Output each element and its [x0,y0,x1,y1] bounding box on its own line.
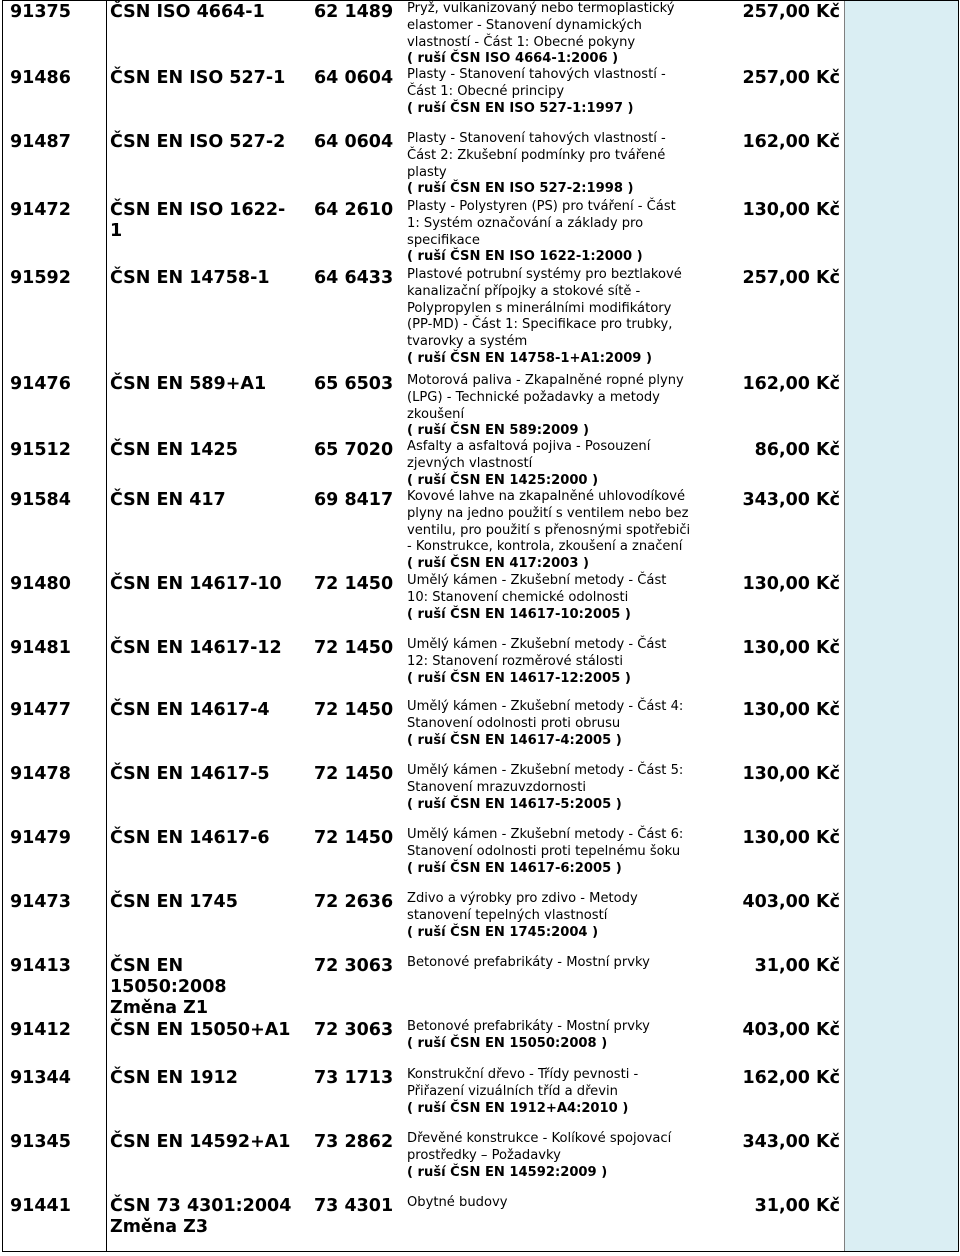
classification-code: 72 2636 [314,892,394,912]
standard-title [407,637,715,687]
classification-code: 72 1450 [314,700,394,720]
replaces-note: ( ruší ČSN EN 14617-10:2005 ) [407,606,631,622]
price: 403,00 Kč [742,892,840,912]
price: 343,00 Kč [742,1132,840,1152]
doc-number: 91584 [10,490,71,510]
replaces-note: ( ruší ČSN EN 14592:2009 ) [407,1164,608,1180]
standard-title [407,131,715,198]
doc-number: 91472 [10,200,71,220]
text-line: - Konstrukce, kontrola, zkoušení a značení [407,539,683,555]
text-line: Obytné budovy [407,1195,508,1210]
text-line: Část 2: Zkušební podmínky pro tvářené [407,147,666,163]
standard-title [407,439,715,489]
text-line: Plasty - Stanovení tahových vlastností - [407,131,666,146]
standard-title [407,891,715,941]
text-line: 15050:2008 [110,977,227,997]
doc-number: 91345 [10,1132,71,1152]
classification-code: 72 1450 [314,764,394,784]
classification-code: 65 7020 [314,440,394,460]
replaces-note: ( ruší ČSN EN 1425:2000 ) [407,472,599,488]
doc-number: 91512 [10,440,71,460]
standard-title [407,267,715,368]
text-line: 10: Stanovení chemické odolnosti [407,589,629,605]
text-line: Stanovení odolnosti proti tepelnému šoku [407,843,681,859]
table-border-right [958,0,959,1252]
text-line: ČSN 73 4301:2004 [110,1196,292,1216]
standard-title [407,1195,715,1212]
side-panel [844,0,959,1252]
text-line: Polypropylen s minerálními modifikátory [407,300,672,316]
price: 31,00 Kč [754,1196,840,1216]
text-line: Část 1: Obecné principy [407,83,565,99]
doc-number: 91412 [10,1020,71,1040]
text-line: ČSN EN ISO 1622- [110,200,286,220]
doc-number: 91344 [10,1068,71,1088]
replaces-note: ( ruší ČSN EN 14617-6:2005 ) [407,860,622,876]
text-line: vlastností - Část 1: Obecné pokyny [407,34,636,50]
standard-title [407,1019,715,1053]
price: 343,00 Kč [742,490,840,510]
text-line: zkoušení [407,406,465,422]
text-line: (PP-MD) - Část 1: Specifikace pro trubky, [407,317,673,333]
classification-code: 72 3063 [314,956,394,976]
standard-code: ČSN EN 14592+A1 [110,1132,291,1152]
replaces-note: ( ruší ČSN EN 14758-1+A1:2009 ) [407,350,652,366]
doc-number: 91478 [10,764,71,784]
table-border-bottom [2,1251,959,1252]
standard-code: ČSN EN 589+A1 [110,374,267,394]
price: 86,00 Kč [754,440,840,460]
text-line: Umělý kámen - Zkušební metody - Část 6: [407,827,684,842]
standard-code: ČSN EN 14617-6 [110,828,270,848]
text-line: specifikace [407,232,480,248]
classification-code: 64 2610 [314,200,394,220]
price: 162,00 Kč [742,132,840,152]
price: 257,00 Kč [742,2,840,22]
classification-code: 64 0604 [314,132,394,152]
replaces-note: ( ruší ČSN EN ISO 527-1:1997 ) [407,100,634,116]
standards-table [2,0,959,1252]
doc-number: 91473 [10,892,71,912]
text-line: Stanovení mrazuvzdornosti [407,779,587,795]
text-line: Motorová paliva - Zkapalněné ropné plyny [407,373,684,388]
text-line: zjevných vlastností [407,455,533,471]
replaces-note: ( ruší ČSN EN ISO 1622-1:2000 ) [407,249,643,265]
text-line: Přiřazení vizuálních tříd a dřevin [407,1083,618,1099]
standard-code: ČSN EN 14617-5 [110,764,270,784]
text-line: tvarovky a systém [407,334,528,350]
standard-title [407,763,715,813]
price: 130,00 Kč [742,200,840,220]
standard-title [407,373,715,440]
price: 130,00 Kč [742,700,840,720]
text-line: Zdivo a výrobky pro zdivo - Metody [407,891,638,906]
column-divider [106,0,107,1252]
text-line: Stanovení odolnosti proti obrusu [407,715,621,731]
text-line: Změna Z3 [110,1217,209,1237]
text-line: 1 [110,221,123,241]
text-line: kanalizační přípojky a stokové sítě - [407,283,641,299]
doc-number: 91486 [10,68,71,88]
text-line: Plasty - Stanovení tahových vlastností - [407,67,666,82]
classification-code: 73 4301 [314,1196,394,1216]
doc-number: 91480 [10,574,71,594]
classification-code: 64 0604 [314,68,394,88]
price: 162,00 Kč [742,1068,840,1088]
price: 31,00 Kč [754,956,840,976]
replaces-note: ( ruší ČSN EN 14617-12:2005 ) [407,670,631,686]
price: 257,00 Kč [742,268,840,288]
doc-number: 91375 [10,2,71,22]
text-line: plasty [407,164,447,180]
standard-title [407,489,715,573]
standard-code [110,200,310,242]
text-line: prostředky – Požadavky [407,1147,561,1163]
price: 403,00 Kč [742,1020,840,1040]
text-line: (LPG) - Technické požadavky a metody [407,389,660,405]
standard-code: ČSN EN 417 [110,490,226,510]
doc-number: 91487 [10,132,71,152]
classification-code: 69 8417 [314,490,394,510]
text-line: Betonové prefabrikáty - Mostní prvky [407,955,650,970]
text-line: Umělý kámen - Zkušební metody - Část 4: [407,699,684,714]
doc-number: 91592 [10,268,71,288]
standard-title [407,827,715,877]
standard-code: ČSN EN 14758-1 [110,268,270,288]
replaces-note: ( ruší ČSN EN ISO 527-2:1998 ) [407,181,634,197]
standard-code: ČSN EN ISO 527-2 [110,132,286,152]
standard-code: ČSN EN 15050+A1 [110,1020,291,1040]
doc-number: 91413 [10,956,71,976]
text-line: ventilu, pro použití s přenosnými spotřebiči [407,522,691,538]
classification-code: 73 1713 [314,1068,394,1088]
standard-code: ČSN EN 1425 [110,440,238,460]
doc-number: 91481 [10,638,71,658]
text-line: Dřevěné konstrukce - Kolíkové spojovací [407,1131,672,1146]
standard-code: ČSN EN 14617-12 [110,638,282,658]
doc-number: 91476 [10,374,71,394]
text-line: ČSN EN [110,956,184,976]
standard-code: ČSN EN 1745 [110,892,238,912]
standard-code: ČSN EN ISO 527-1 [110,68,286,88]
price: 130,00 Kč [742,574,840,594]
replaces-note: ( ruší ČSN EN 1745:2004 ) [407,924,599,940]
text-line: Pryž, vulkanizovaný nebo termoplastický [407,1,675,16]
text-line: Plastové potrubní systémy pro beztlakové [407,267,682,282]
text-line: Umělý kámen - Zkušební metody - Část [407,573,667,588]
standard-title [407,1131,715,1181]
column-divider [844,0,845,1252]
price: 130,00 Kč [742,764,840,784]
standard-title [407,1067,715,1117]
text-line: Umělý kámen - Zkušební metody - Část [407,637,667,652]
doc-number: 91479 [10,828,71,848]
standard-title [407,955,715,972]
replaces-note: ( ruší ČSN EN 14617-4:2005 ) [407,732,622,748]
table-border-left [2,0,3,1252]
doc-number: 91477 [10,700,71,720]
classification-code: 72 1450 [314,574,394,594]
standard-code: ČSN EN 1912 [110,1068,238,1088]
price: 162,00 Kč [742,374,840,394]
text-line: stanovení tepelných vlastností [407,907,608,923]
classification-code: 72 1450 [314,638,394,658]
text-line: Plasty - Polystyren (PS) pro tváření - Část [407,199,676,214]
standard-title [407,573,715,623]
doc-number: 91441 [10,1196,71,1216]
standard-title [407,699,715,749]
text-line: Asfalty a asfaltová pojiva - Posouzení [407,439,651,454]
replaces-note: ( ruší ČSN EN 14617-5:2005 ) [407,796,622,812]
price: 257,00 Kč [742,68,840,88]
standard-code: ČSN EN 14617-4 [110,700,270,720]
price: 130,00 Kč [742,638,840,658]
classification-code: 72 3063 [314,1020,394,1040]
text-line: Betonové prefabrikáty - Mostní prvky [407,1019,650,1034]
standard-code [110,1196,310,1238]
classification-code: 73 2862 [314,1132,394,1152]
text-line: Kovové lahve na zkapalněné uhlovodíkové [407,489,686,504]
text-line: Umělý kámen - Zkušební metody - Část 5: [407,763,684,778]
standard-code: ČSN ISO 4664-1 [110,2,265,22]
classification-code: 64 6433 [314,268,394,288]
replaces-note: ( ruší ČSN EN 589:2009 ) [407,423,589,439]
text-line: plyny na jedno použití s ventilem nebo bez [407,505,689,521]
replaces-note: ( ruší ČSN ISO 4664-1:2006 ) [407,51,619,67]
text-line: Změna Z1 [110,998,209,1018]
standard-title [407,1,715,68]
standard-code [110,956,310,1019]
text-line: elastomer - Stanovení dynamických [407,17,642,33]
standard-code: ČSN EN 14617-10 [110,574,282,594]
replaces-note: ( ruší ČSN EN 15050:2008 ) [407,1035,608,1051]
text-line: 1: Systém označování a základy pro [407,215,644,231]
classification-code: 72 1450 [314,828,394,848]
classification-code: 62 1489 [314,2,394,22]
standard-title [407,67,715,117]
text-line: 12: Stanovení rozměrové stálosti [407,653,624,669]
text-line: Konstrukční dřevo - Třídy pevnosti - [407,1067,639,1082]
classification-code: 65 6503 [314,374,394,394]
replaces-note: ( ruší ČSN EN 417:2003 ) [407,556,589,572]
replaces-note: ( ruší ČSN EN 1912+A4:2010 ) [407,1100,629,1116]
price: 130,00 Kč [742,828,840,848]
standard-title [407,199,715,266]
